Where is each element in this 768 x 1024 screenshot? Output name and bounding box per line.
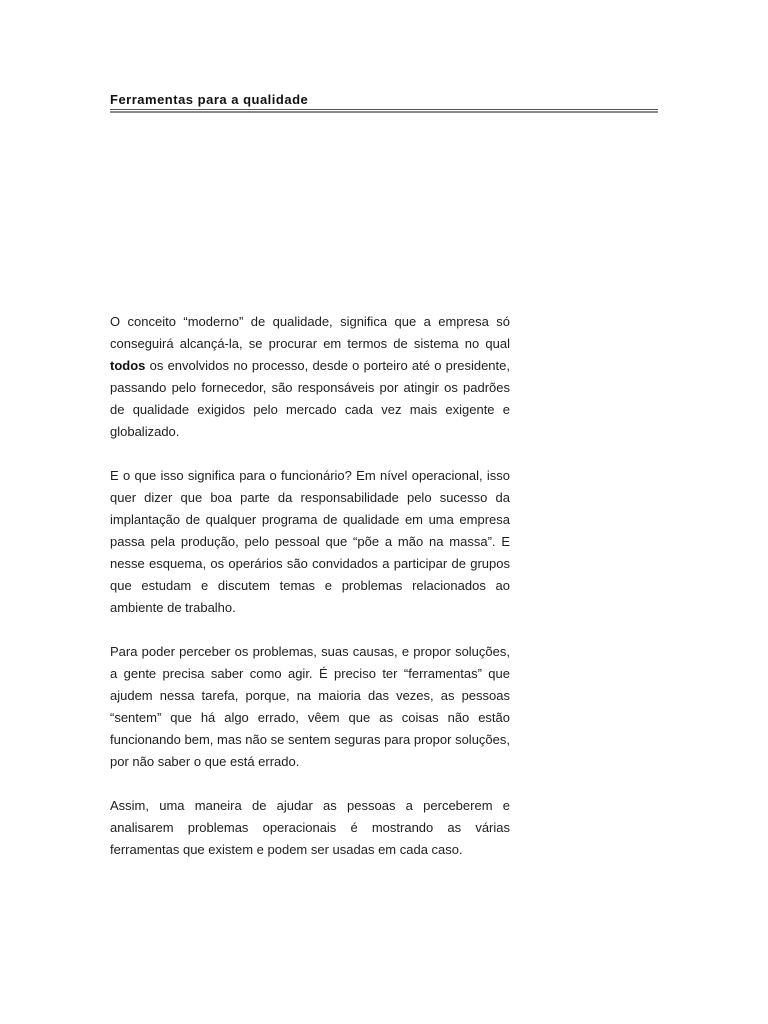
paragraph-3: Para poder perceber os problemas, suas causas, e propor soluções, a gente precisa saber como agir. É preciso ter “ferramentas” que ajudem nessa tarefa, porque, na maioria das vezes, as pessoas “sentem” que há algo errado, vêem que as coisas não estão funcionando bem, mas não se sentem seguras para propor soluções, por não saber o que está errado. [110, 644, 510, 769]
paragraph-1-text-end: os envolvidos no processo, desde o porteiro até o presidente, passando pelo fornecedor, são responsáveis por atingir os padrões de qualidade exigidos pelo mercado cada vez mais exigente e globalizado. [110, 358, 510, 439]
paragraph-2: E o que isso significa para o funcionário? Em nível operacional, isso quer dizer que boa parte da responsabilidade pelo sucesso da implantação de qualquer programa de qualidade em uma empresa passa pela produção, pelo pessoal que “põe a mão na massa”. E nesse esquema, os operários são convidados a participar de grupos que estudam e discutem temas e problemas relacionados ao ambiente de trabalho. [110, 468, 510, 615]
document-body [110, 311, 510, 883]
document-title: Ferramentas para a qualidade [110, 92, 309, 107]
document-header [110, 92, 658, 113]
paragraph-1-text-start: O conceito “moderno” de qualidade, significa que a empresa só conseguirá alcançá-la, se procurar em termos de sistema no qual [110, 314, 510, 351]
paragraph-4: Assim, uma maneira de ajudar as pessoas a perceberem e analisarem problemas operacionais é mostrando as várias ferramentas que existem e podem ser usadas em cada caso. [110, 798, 510, 857]
title-underline-rule [110, 109, 658, 113]
paragraph-1 [110, 311, 510, 443]
paragraph-1-bold-word: todos [110, 358, 146, 373]
